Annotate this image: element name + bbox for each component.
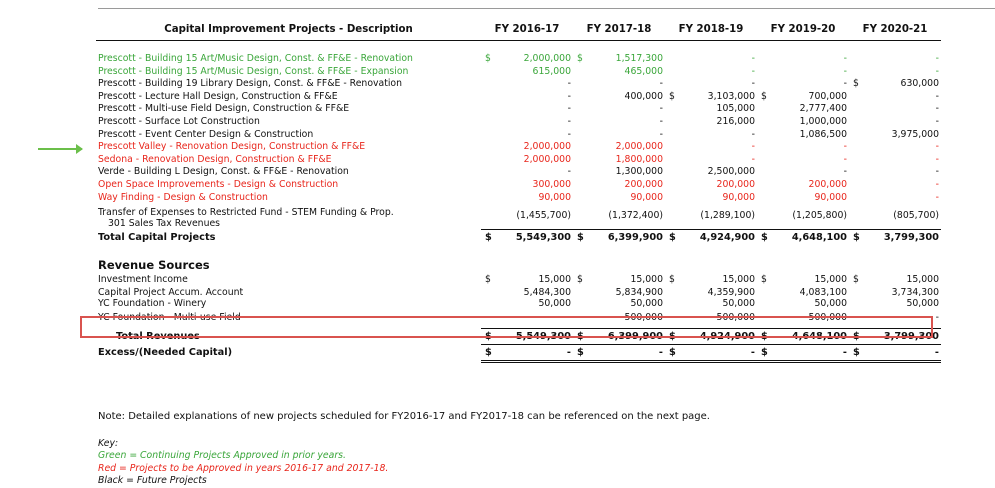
value-cell bbox=[573, 299, 665, 308]
amount: 4,648,100 bbox=[791, 330, 847, 342]
value-cell bbox=[665, 53, 757, 66]
dollar-sign: $ bbox=[485, 274, 491, 286]
revenue-row bbox=[96, 287, 941, 300]
amount: 5,549,300 bbox=[515, 232, 571, 244]
amount: 90,000 bbox=[630, 191, 663, 203]
excess-row bbox=[96, 344, 941, 361]
value-cell bbox=[481, 344, 573, 361]
value-cell bbox=[573, 53, 665, 66]
transfer-line-1: Transfer of Expenses to Restricted Fund - STEM Funding & Prop. bbox=[98, 206, 394, 218]
amount: - bbox=[935, 166, 939, 178]
amount: 3,975,000 bbox=[891, 128, 939, 140]
value-cell bbox=[849, 344, 941, 361]
value-cell bbox=[573, 192, 665, 205]
amount: 500,000 bbox=[716, 312, 755, 324]
project-row bbox=[96, 166, 941, 179]
dollar-sign: $ bbox=[485, 53, 491, 64]
amount: 50,000 bbox=[722, 299, 755, 309]
value-cell bbox=[757, 129, 849, 142]
amount: - bbox=[659, 115, 663, 127]
amount: - bbox=[658, 346, 663, 358]
revenue-description: Investment Income bbox=[98, 274, 188, 286]
dollar-sign: $ bbox=[577, 330, 584, 342]
value-cell bbox=[849, 53, 941, 66]
key-green: Green = Continuing Projects Approved in prior years. bbox=[98, 450, 346, 462]
amount: - bbox=[935, 141, 939, 153]
amount: 1,800,000 bbox=[615, 153, 663, 165]
amount: - bbox=[750, 346, 755, 358]
amount: 4,083,100 bbox=[799, 286, 847, 298]
value-cell bbox=[481, 116, 573, 129]
value-cell bbox=[573, 116, 665, 129]
amount: - bbox=[567, 312, 571, 324]
revenue-row bbox=[96, 274, 941, 287]
amount: 50,000 bbox=[906, 299, 939, 309]
amount: - bbox=[934, 346, 939, 358]
project-description: Prescott - Building 15 Art/Music Design, Const. & FF&E - Renovation bbox=[98, 53, 413, 64]
amount: 700,000 bbox=[808, 90, 847, 102]
year-header: FY 2016-17 bbox=[481, 20, 573, 41]
value-cell bbox=[665, 274, 757, 287]
value-cell bbox=[573, 103, 665, 116]
value-cell bbox=[849, 274, 941, 287]
value-cell bbox=[665, 299, 757, 308]
amount: 4,924,900 bbox=[699, 232, 755, 244]
amount: - bbox=[751, 141, 755, 153]
value-cell bbox=[849, 230, 941, 246]
value-cell bbox=[481, 154, 573, 167]
amount: 105,000 bbox=[716, 103, 755, 115]
amount: 15,000 bbox=[722, 274, 755, 286]
amount: 465,000 bbox=[624, 65, 663, 77]
value-cell bbox=[757, 141, 849, 154]
dollar-sign: $ bbox=[853, 232, 860, 244]
amount: - bbox=[751, 153, 755, 165]
value-cell bbox=[757, 344, 849, 361]
project-description: Prescott - Building 15 Art/Music Design, Const. & FF&E - Expansion bbox=[98, 65, 409, 77]
amount: - bbox=[935, 90, 939, 102]
amount: - bbox=[567, 166, 571, 178]
dollar-sign: $ bbox=[761, 330, 768, 342]
green-arrow-icon bbox=[38, 148, 82, 150]
value-cell bbox=[849, 287, 941, 300]
key-red: Red = Projects to be Approved in years 2016-17 and 2017-18. bbox=[98, 462, 389, 474]
amount: - bbox=[567, 128, 571, 140]
value-cell bbox=[757, 91, 849, 104]
amount: 1,517,300 bbox=[615, 53, 663, 64]
value-cell bbox=[481, 299, 573, 308]
revenue-description: YC Foundation - Multi-use Field bbox=[98, 312, 241, 324]
amount: - bbox=[842, 346, 847, 358]
amount: 400,000 bbox=[624, 90, 663, 102]
value-cell bbox=[849, 192, 941, 205]
value-cell bbox=[481, 287, 573, 300]
value-cell bbox=[573, 230, 665, 246]
dollar-sign: $ bbox=[761, 274, 767, 286]
amount: - bbox=[843, 65, 847, 77]
dollar-sign: $ bbox=[485, 330, 492, 342]
amount: - bbox=[935, 191, 939, 203]
value-cell bbox=[665, 344, 757, 361]
value-cell bbox=[573, 91, 665, 104]
value-cell bbox=[757, 154, 849, 167]
amount: 615,000 bbox=[532, 65, 571, 77]
project-description: Way Finding - Design & Construction bbox=[98, 191, 268, 203]
value-cell bbox=[665, 154, 757, 167]
value-cell bbox=[573, 66, 665, 79]
key-black: Black = Future Projects bbox=[98, 475, 207, 487]
amount: 5,484,300 bbox=[523, 286, 571, 298]
amount: - bbox=[843, 141, 847, 153]
color-key bbox=[98, 438, 388, 488]
amount: 216,000 bbox=[716, 115, 755, 127]
value-cell bbox=[665, 166, 757, 179]
value-cell bbox=[573, 166, 665, 179]
value-cell bbox=[665, 141, 757, 154]
value-cell bbox=[665, 287, 757, 300]
project-description: Verde - Building L Design, Const. & FF&E - Renovation bbox=[98, 166, 349, 178]
value-cell bbox=[665, 230, 757, 246]
revenue-heading-row bbox=[96, 257, 941, 274]
transfer-line-2: 301 Sales Tax Revenues bbox=[108, 217, 221, 229]
amount: 1,300,000 bbox=[615, 166, 663, 178]
year-header: FY 2019-20 bbox=[757, 20, 849, 41]
amount: 50,000 bbox=[538, 299, 571, 309]
revenue-description: YC Foundation - Winery bbox=[98, 299, 207, 309]
revenue-description: Capital Project Accum. Account bbox=[98, 286, 244, 298]
description-header: Capital Improvement Projects - Description bbox=[96, 20, 481, 41]
project-row bbox=[96, 179, 941, 192]
revenue-heading: Revenue Sources bbox=[98, 258, 210, 273]
dollar-sign: $ bbox=[669, 90, 675, 102]
amount: (1,289,100) bbox=[700, 210, 755, 222]
value-cell bbox=[849, 204, 941, 230]
value-cell bbox=[665, 129, 757, 142]
value-cell bbox=[481, 274, 573, 287]
dollar-sign: $ bbox=[485, 232, 492, 244]
spacer-row bbox=[96, 245, 941, 257]
amount: 15,000 bbox=[538, 274, 571, 286]
amount: - bbox=[843, 78, 847, 90]
value-cell bbox=[757, 179, 849, 192]
amount: - bbox=[935, 312, 939, 324]
amount: 2,000,000 bbox=[523, 141, 571, 153]
highlight-box bbox=[80, 316, 933, 338]
dollar-sign: $ bbox=[577, 346, 584, 358]
amount: 2,000,000 bbox=[523, 53, 571, 64]
dollar-sign: $ bbox=[577, 53, 583, 64]
amount: 4,924,900 bbox=[699, 330, 755, 342]
dollar-sign: $ bbox=[669, 346, 676, 358]
amount: 2,000,000 bbox=[615, 141, 663, 153]
year-header: FY 2018-19 bbox=[665, 20, 757, 41]
amount: (1,205,800) bbox=[792, 210, 847, 222]
value-cell bbox=[757, 299, 849, 308]
value-cell bbox=[849, 179, 941, 192]
project-row bbox=[96, 154, 941, 167]
amount: 2,777,400 bbox=[799, 103, 847, 115]
dollar-sign: $ bbox=[761, 346, 768, 358]
value-cell bbox=[481, 230, 573, 246]
project-description: Sedona - Renovation Design, Construction & FF&E bbox=[98, 153, 332, 165]
amount: - bbox=[567, 115, 571, 127]
amount: - bbox=[567, 90, 571, 102]
value-cell bbox=[573, 344, 665, 361]
project-description: Prescott - Event Center Design & Construction bbox=[98, 128, 314, 140]
dollar-sign: $ bbox=[761, 232, 768, 244]
amount: - bbox=[567, 78, 571, 90]
project-description: Prescott - Lecture Hall Design, Construction & FF&E bbox=[98, 90, 338, 102]
amount: - bbox=[935, 178, 939, 190]
amount: 630,000 bbox=[900, 78, 939, 90]
dollar-sign: $ bbox=[761, 90, 767, 102]
project-description: Open Space Improvements - Design & Construction bbox=[98, 178, 339, 190]
amount: - bbox=[843, 153, 847, 165]
amount: 50,000 bbox=[814, 299, 847, 309]
amount: - bbox=[843, 53, 847, 64]
value-cell bbox=[665, 192, 757, 205]
amount: 3,799,300 bbox=[883, 330, 939, 342]
project-row bbox=[96, 141, 941, 154]
amount: 1,086,500 bbox=[799, 128, 847, 140]
amount: 6,399,900 bbox=[607, 232, 663, 244]
project-row bbox=[96, 78, 941, 91]
dollar-sign: $ bbox=[853, 346, 860, 358]
total-revenues-label: Total Revenues bbox=[116, 330, 200, 342]
total-capital-row bbox=[96, 230, 941, 246]
transfer-description bbox=[96, 204, 481, 230]
value-cell bbox=[757, 166, 849, 179]
spacer-row bbox=[96, 41, 941, 54]
dollar-sign: $ bbox=[577, 232, 584, 244]
value-cell bbox=[849, 166, 941, 179]
value-cell bbox=[481, 141, 573, 154]
project-description: Prescott Valley - Renovation Design, Construction & FF&E bbox=[98, 141, 366, 153]
value-cell bbox=[481, 78, 573, 91]
total-capital-label: Total Capital Projects bbox=[98, 231, 216, 243]
excess-label: Excess/(Needed Capital) bbox=[98, 347, 233, 359]
amount: 5,834,900 bbox=[615, 286, 663, 298]
project-row bbox=[96, 103, 941, 116]
amount: - bbox=[751, 65, 755, 77]
project-description: Prescott - Surface Lot Construction bbox=[98, 115, 260, 127]
dollar-sign: $ bbox=[669, 330, 676, 342]
amount: - bbox=[659, 103, 663, 115]
amount: - bbox=[751, 78, 755, 90]
value-cell bbox=[757, 192, 849, 205]
footnote: Note: Detailed explanations of new projects scheduled for FY2016-17 and FY2017-18 can be referenced on the next page. bbox=[98, 411, 710, 422]
amount: 1,000,000 bbox=[799, 115, 847, 127]
amount: 90,000 bbox=[538, 191, 571, 203]
amount: 200,000 bbox=[624, 178, 663, 190]
amount: 6,399,900 bbox=[607, 330, 663, 342]
project-description: Prescott - Multi-use Field Design, Construction & FF&E bbox=[98, 103, 350, 115]
value-cell bbox=[849, 116, 941, 129]
dollar-sign: $ bbox=[669, 232, 676, 244]
value-cell bbox=[665, 78, 757, 91]
value-cell bbox=[481, 53, 573, 66]
value-cell bbox=[757, 230, 849, 246]
amount: - bbox=[843, 166, 847, 178]
amount: 500,000 bbox=[624, 312, 663, 324]
dollar-sign: $ bbox=[853, 330, 860, 342]
amount: - bbox=[935, 53, 939, 64]
value-cell bbox=[757, 103, 849, 116]
value-cell bbox=[481, 179, 573, 192]
amount: 500,000 bbox=[808, 312, 847, 324]
value-cell bbox=[481, 166, 573, 179]
project-row bbox=[96, 116, 941, 129]
year-header: FY 2020-21 bbox=[849, 20, 941, 41]
value-cell bbox=[573, 141, 665, 154]
amount: - bbox=[935, 103, 939, 115]
year-header: FY 2017-18 bbox=[573, 20, 665, 41]
amount: 300,000 bbox=[532, 178, 571, 190]
amount: - bbox=[659, 128, 663, 140]
value-cell bbox=[573, 154, 665, 167]
value-cell bbox=[665, 204, 757, 230]
amount: - bbox=[935, 65, 939, 77]
value-cell bbox=[849, 299, 941, 308]
value-cell bbox=[665, 103, 757, 116]
value-cell bbox=[481, 129, 573, 142]
amount: 50,000 bbox=[630, 299, 663, 309]
dollar-sign: $ bbox=[669, 274, 675, 286]
amount: - bbox=[751, 53, 755, 64]
value-cell bbox=[481, 192, 573, 205]
value-cell bbox=[849, 141, 941, 154]
value-cell bbox=[849, 154, 941, 167]
project-row bbox=[96, 91, 941, 104]
table-header-row bbox=[96, 20, 941, 41]
amount: 4,359,900 bbox=[707, 286, 755, 298]
value-cell bbox=[849, 103, 941, 116]
transfer-row bbox=[96, 204, 941, 230]
amount: 15,000 bbox=[906, 274, 939, 286]
amount: - bbox=[935, 115, 939, 127]
value-cell bbox=[665, 179, 757, 192]
amount: 90,000 bbox=[722, 191, 755, 203]
value-cell bbox=[481, 66, 573, 79]
amount: - bbox=[566, 346, 571, 358]
amount: (805,700) bbox=[893, 210, 939, 222]
amount: 90,000 bbox=[814, 191, 847, 203]
amount: - bbox=[751, 128, 755, 140]
value-cell bbox=[573, 274, 665, 287]
dollar-sign: $ bbox=[577, 274, 583, 286]
amount: 3,734,300 bbox=[891, 286, 939, 298]
capital-projects-table bbox=[96, 20, 941, 363]
amount: - bbox=[567, 103, 571, 115]
spacer-cell bbox=[96, 245, 941, 257]
dollar-sign: $ bbox=[485, 346, 492, 358]
project-row bbox=[96, 129, 941, 142]
value-cell bbox=[665, 66, 757, 79]
value-cell bbox=[757, 204, 849, 230]
amount: 3,799,300 bbox=[883, 232, 939, 244]
amount: 15,000 bbox=[630, 274, 663, 286]
key-title: Key: bbox=[98, 438, 119, 449]
amount: 200,000 bbox=[716, 178, 755, 190]
revenue-row bbox=[96, 299, 941, 308]
value-cell bbox=[757, 274, 849, 287]
value-cell bbox=[757, 66, 849, 79]
value-cell bbox=[757, 78, 849, 91]
value-cell bbox=[573, 287, 665, 300]
value-cell bbox=[573, 78, 665, 91]
top-rule bbox=[98, 8, 995, 9]
amount: 200,000 bbox=[808, 178, 847, 190]
value-cell bbox=[757, 116, 849, 129]
amount: 3,103,000 bbox=[707, 90, 755, 102]
amount: - bbox=[935, 153, 939, 165]
amount: 2,500,000 bbox=[707, 166, 755, 178]
amount: (1,372,400) bbox=[608, 210, 663, 222]
project-row bbox=[96, 66, 941, 79]
project-row bbox=[96, 192, 941, 205]
value-cell bbox=[665, 91, 757, 104]
value-cell bbox=[849, 66, 941, 79]
value-cell bbox=[481, 103, 573, 116]
amount: - bbox=[659, 78, 663, 90]
value-cell bbox=[849, 78, 941, 91]
value-cell bbox=[757, 53, 849, 66]
amount: 2,000,000 bbox=[523, 153, 571, 165]
dollar-sign: $ bbox=[853, 274, 859, 286]
value-cell bbox=[573, 204, 665, 230]
project-description: Prescott - Building 19 Library Design, Const. & FF&E - Renovation bbox=[98, 78, 403, 90]
value-cell bbox=[573, 179, 665, 192]
value-cell bbox=[665, 116, 757, 129]
amount: 5,549,300 bbox=[515, 330, 571, 342]
value-cell bbox=[757, 287, 849, 300]
value-cell bbox=[481, 204, 573, 230]
value-cell bbox=[481, 91, 573, 104]
value-cell bbox=[849, 91, 941, 104]
project-row bbox=[96, 53, 941, 66]
amount: (1,455,700) bbox=[516, 210, 571, 222]
amount: 4,648,100 bbox=[791, 232, 847, 244]
amount: 15,000 bbox=[814, 274, 847, 286]
dollar-sign: $ bbox=[853, 78, 859, 90]
value-cell bbox=[849, 129, 941, 142]
value-cell bbox=[573, 129, 665, 142]
